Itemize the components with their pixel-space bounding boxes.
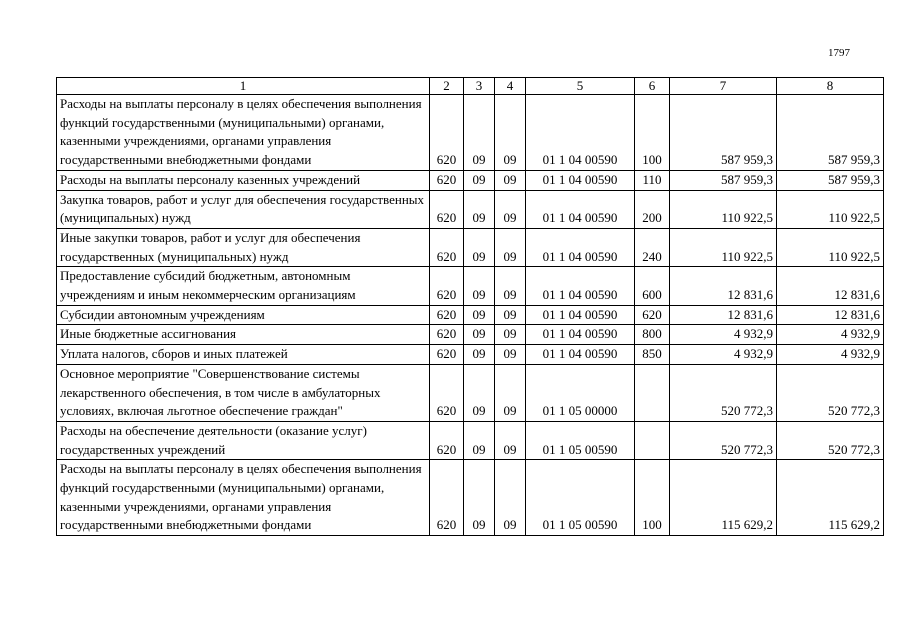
table-row — [57, 170, 884, 190]
amount-cell: 12 831,6 — [777, 267, 884, 305]
subsection-cell: 09 — [495, 190, 526, 228]
section-cell: 09 — [464, 267, 495, 305]
amount-cell: 4 932,9 — [670, 325, 777, 345]
row-name-cell: Расходы на выплаты персоналу в целях обеспечения выполнения функций государственными (муниципальными) органами, казенными учреждениями, органами управления государственными внебюджетными фондами — [57, 460, 430, 536]
amount-cell: 587 959,3 — [777, 95, 884, 171]
table-row — [57, 305, 884, 325]
amount-cell: 12 831,6 — [777, 305, 884, 325]
section-cell: 09 — [464, 95, 495, 171]
amount-cell: 110 922,5 — [777, 190, 884, 228]
table-row — [57, 267, 884, 305]
amount-cell: 587 959,3 — [670, 170, 777, 190]
target-article-cell: 01 1 05 00000 — [526, 364, 635, 421]
table-row — [57, 364, 884, 421]
amount-cell: 587 959,3 — [777, 170, 884, 190]
ministry-code-cell: 620 — [430, 170, 464, 190]
target-article-cell: 01 1 05 00590 — [526, 421, 635, 459]
budget-table — [56, 77, 884, 536]
table-row — [57, 190, 884, 228]
expense-type-cell: 100 — [635, 460, 670, 536]
table-row — [57, 95, 884, 171]
table-row — [57, 345, 884, 365]
table-row — [57, 228, 884, 266]
row-name-cell: Субсидии автономным учреждениям — [57, 305, 430, 325]
target-article-cell: 01 1 04 00590 — [526, 190, 635, 228]
expense-type-cell: 850 — [635, 345, 670, 365]
table-row — [57, 325, 884, 345]
ministry-code-cell: 620 — [430, 267, 464, 305]
section-cell: 09 — [464, 325, 495, 345]
target-article-cell: 01 1 04 00590 — [526, 170, 635, 190]
amount-cell: 12 831,6 — [670, 267, 777, 305]
section-cell: 09 — [464, 190, 495, 228]
expense-type-cell: 100 — [635, 95, 670, 171]
table-header — [57, 78, 884, 95]
row-name-cell: Расходы на выплаты персоналу в целях обеспечения выполнения функций государственными (муниципальными) органами, казенными учреждениями, органами управления государственными внебюджетными фондами — [57, 95, 430, 171]
ministry-code-cell: 620 — [430, 228, 464, 266]
expense-type-cell — [635, 421, 670, 459]
expense-type-cell: 110 — [635, 170, 670, 190]
expense-type-cell: 600 — [635, 267, 670, 305]
amount-cell: 12 831,6 — [670, 305, 777, 325]
amount-cell: 520 772,3 — [670, 421, 777, 459]
ministry-code-cell: 620 — [430, 190, 464, 228]
row-name-cell: Предоставление субсидий бюджетным, автономным учреждениям и иным некоммерческим организациям — [57, 267, 430, 305]
expense-type-cell: 240 — [635, 228, 670, 266]
subsection-cell: 09 — [495, 305, 526, 325]
amount-cell: 4 932,9 — [777, 325, 884, 345]
amount-cell: 587 959,3 — [670, 95, 777, 171]
ministry-code-cell: 620 — [430, 460, 464, 536]
amount-cell: 115 629,2 — [670, 460, 777, 536]
subsection-cell: 09 — [495, 345, 526, 365]
subsection-cell: 09 — [495, 364, 526, 421]
subsection-cell: 09 — [495, 267, 526, 305]
amount-cell: 520 772,3 — [777, 364, 884, 421]
expense-type-cell: 200 — [635, 190, 670, 228]
section-cell: 09 — [464, 305, 495, 325]
header-row — [57, 78, 884, 95]
table-row — [57, 460, 884, 536]
amount-cell: 110 922,5 — [670, 228, 777, 266]
table-row — [57, 421, 884, 459]
amount-cell: 4 932,9 — [777, 345, 884, 365]
ministry-code-cell: 620 — [430, 325, 464, 345]
amount-cell: 520 772,3 — [777, 421, 884, 459]
header-cell: 8 — [777, 78, 884, 95]
table-body — [57, 95, 884, 536]
section-cell: 09 — [464, 421, 495, 459]
header-cell: 4 — [495, 78, 526, 95]
row-name-cell: Иные закупки товаров, работ и услуг для обеспечения государственных (муниципальных) нужд — [57, 228, 430, 266]
subsection-cell: 09 — [495, 421, 526, 459]
row-name-cell: Расходы на выплаты персоналу казенных учреждений — [57, 170, 430, 190]
target-article-cell: 01 1 04 00590 — [526, 325, 635, 345]
target-article-cell: 01 1 04 00590 — [526, 95, 635, 171]
row-name-cell: Закупка товаров, работ и услуг для обеспечения государственных (муниципальных) нужд — [57, 190, 430, 228]
amount-cell: 115 629,2 — [777, 460, 884, 536]
row-name-cell: Расходы на обеспечение деятельности (оказание услуг) государственных учреждений — [57, 421, 430, 459]
ministry-code-cell: 620 — [430, 345, 464, 365]
ministry-code-cell: 620 — [430, 305, 464, 325]
header-cell: 2 — [430, 78, 464, 95]
page-number: 1797 — [828, 47, 850, 59]
row-name-cell: Основное мероприятие "Совершенствование системы лекарственного обеспечения, в том числе в амбулаторных условиях, включая льготное обеспечение граждан" — [57, 364, 430, 421]
expense-type-cell — [635, 364, 670, 421]
target-article-cell: 01 1 04 00590 — [526, 305, 635, 325]
target-article-cell: 01 1 05 00590 — [526, 460, 635, 536]
section-cell: 09 — [464, 460, 495, 536]
target-article-cell: 01 1 04 00590 — [526, 267, 635, 305]
section-cell: 09 — [464, 364, 495, 421]
ministry-code-cell: 620 — [430, 95, 464, 171]
target-article-cell: 01 1 04 00590 — [526, 345, 635, 365]
expense-type-cell: 620 — [635, 305, 670, 325]
subsection-cell: 09 — [495, 170, 526, 190]
subsection-cell: 09 — [495, 460, 526, 536]
subsection-cell: 09 — [495, 325, 526, 345]
expense-type-cell: 800 — [635, 325, 670, 345]
header-cell: 6 — [635, 78, 670, 95]
amount-cell: 110 922,5 — [670, 190, 777, 228]
header-cell: 5 — [526, 78, 635, 95]
subsection-cell: 09 — [495, 228, 526, 266]
ministry-code-cell: 620 — [430, 421, 464, 459]
header-cell: 1 — [57, 78, 430, 95]
amount-cell: 520 772,3 — [670, 364, 777, 421]
target-article-cell: 01 1 04 00590 — [526, 228, 635, 266]
header-cell: 3 — [464, 78, 495, 95]
section-cell: 09 — [464, 228, 495, 266]
section-cell: 09 — [464, 345, 495, 365]
row-name-cell: Иные бюджетные ассигнования — [57, 325, 430, 345]
ministry-code-cell: 620 — [430, 364, 464, 421]
subsection-cell: 09 — [495, 95, 526, 171]
amount-cell: 110 922,5 — [777, 228, 884, 266]
section-cell: 09 — [464, 170, 495, 190]
amount-cell: 4 932,9 — [670, 345, 777, 365]
row-name-cell: Уплата налогов, сборов и иных платежей — [57, 345, 430, 365]
header-cell: 7 — [670, 78, 777, 95]
